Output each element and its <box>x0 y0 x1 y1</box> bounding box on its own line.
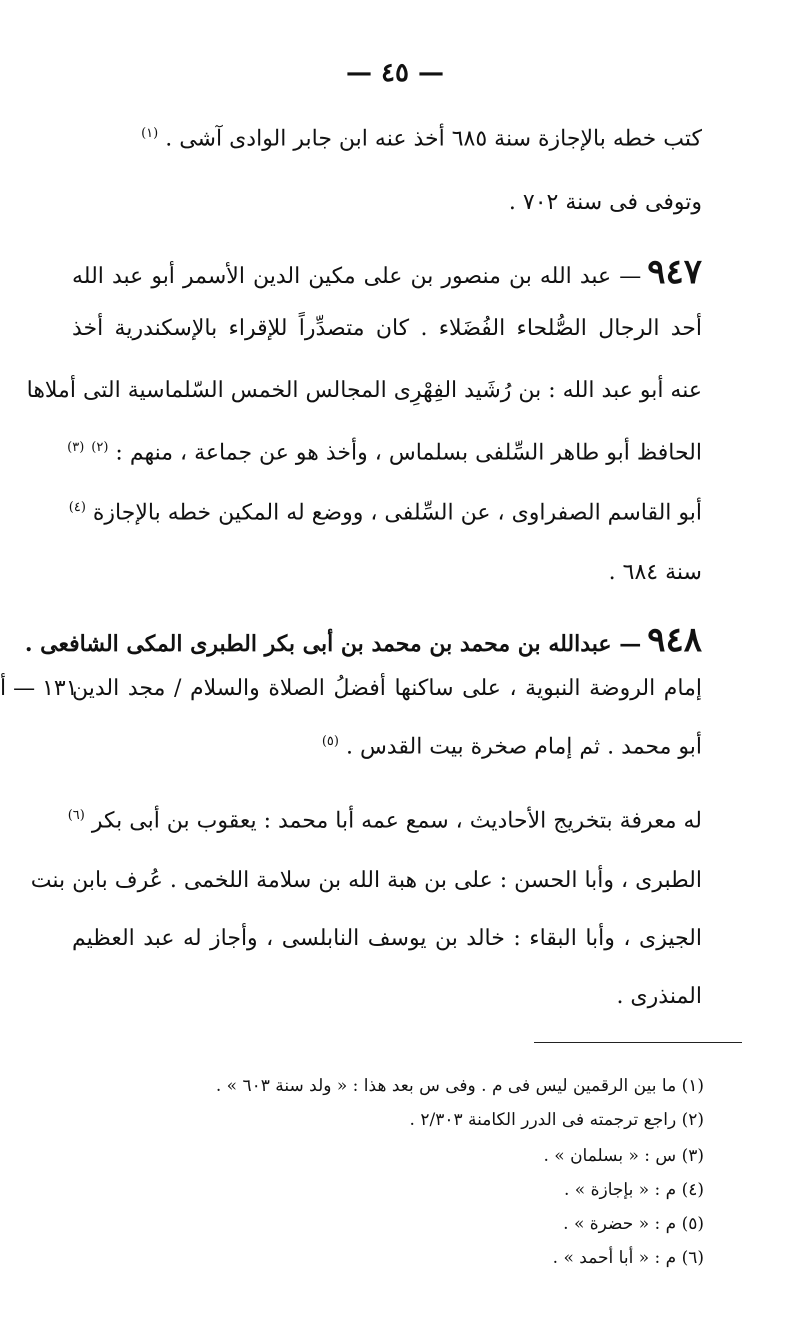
footnote-1: (١) ما بين الرقمين ليس فى م . وفى س بعد هذا : « ولد سنة ٦٠٣ » . <box>215 1076 704 1096</box>
footnote-ref-5: (٥) <box>321 734 339 749</box>
entry-number-947: ٩٤٧ <box>647 252 702 292</box>
body-line-6 <box>67 440 702 466</box>
manuscript-folio-note: ١٣١ — أ <box>0 676 78 701</box>
page-number: — ٤٥ — <box>345 58 445 88</box>
body-line-8: سنة ٦٨٤ . <box>608 560 702 585</box>
footnote-4: (٤) م : « بإجازة » . <box>563 1180 704 1200</box>
body-line-14: الجيزى ، وأبا البقاء : خالد بن يوسف النابلسى ، وأجاز له عبد العظيم <box>72 926 702 951</box>
footnote-3: (٣) س : « بسلمان » . <box>543 1146 704 1166</box>
footnote-ref-2: (٢) <box>91 440 109 455</box>
footnote-6: (٦) م : « أبا أحمد » . <box>552 1248 704 1268</box>
body-line-15: المنذرى . <box>616 984 702 1009</box>
body-line-2: وتوفى فى سنة ٧٠٢ . <box>508 190 702 215</box>
entry-948-heading <box>24 620 702 660</box>
footnote-ref-4: (٤) <box>68 500 86 515</box>
body-line-13: الطبرى ، وأبا الحسن : على بن هبة الله بن سلامة اللخمى . عُرف بابن بنت <box>30 868 702 893</box>
line-text: كتب خطه بالإجازة سنة ٦٨٥ أخذ عنه ابن جابر الوادى آشى . <box>165 126 702 152</box>
footnote-ref-3: (٣) <box>67 440 85 455</box>
footnote-ref-6: (٦) <box>67 808 85 823</box>
body-line-11 <box>72 734 702 759</box>
body-line-5: عنه أبو عبد الله : بن رُشَيد الفِهْرِى المجالس الخمس السّلماسية التى أملاها <box>26 378 702 403</box>
line-text: أبو القاسم الصفراوى ، عن السِّلفى ، ووضع له المكين خطه بالإجازة <box>92 500 702 526</box>
footnote-divider <box>534 1042 742 1043</box>
line-text: له معرفة بتخريج الأحاديث ، سمع عمه أبا محمد : يعقوب بن أبى بكر <box>91 808 702 834</box>
entry-number-948: ٩٤٨ <box>647 620 702 660</box>
line-text: الحافظ أبو طاهر السِّلفى بسلماس ، وأخذ هو عن جماعة ، منهم : <box>115 440 702 466</box>
line-text: — عبدالله بن محمد بن محمد بن أبى بكر الطبرى المكى الشافعى . <box>24 631 642 657</box>
footnote-5: (٥) م : « حضرة » . <box>563 1214 704 1234</box>
entry-947-heading <box>72 252 702 292</box>
footnote-ref-1: (١) <box>141 126 159 141</box>
footnote-2: (٢) راجع ترجمته فى الدرر الكامنة ٢/٣٠٣ . <box>409 1110 704 1130</box>
body-line-4: أحد الرجال الصُّلحاء الفُضَلاء . كان متصدِّراً للإقراء بالإسكندرية أخذ <box>72 316 702 341</box>
line-text: — عبد الله بن منصور بن على مكين الدين الأسمر أبو عبد الله <box>72 264 642 289</box>
body-line-10: إمام الروضة النبوية ، على ساكنها أفضلُ الصلاة والسلام / مجد الدين <box>72 676 702 701</box>
body-line-7 <box>68 500 702 526</box>
line-text: أبو محمد . ثم إمام صخرة بيت القدس . <box>345 734 702 760</box>
body-line-1 <box>72 126 702 151</box>
body-line-12 <box>67 808 702 834</box>
